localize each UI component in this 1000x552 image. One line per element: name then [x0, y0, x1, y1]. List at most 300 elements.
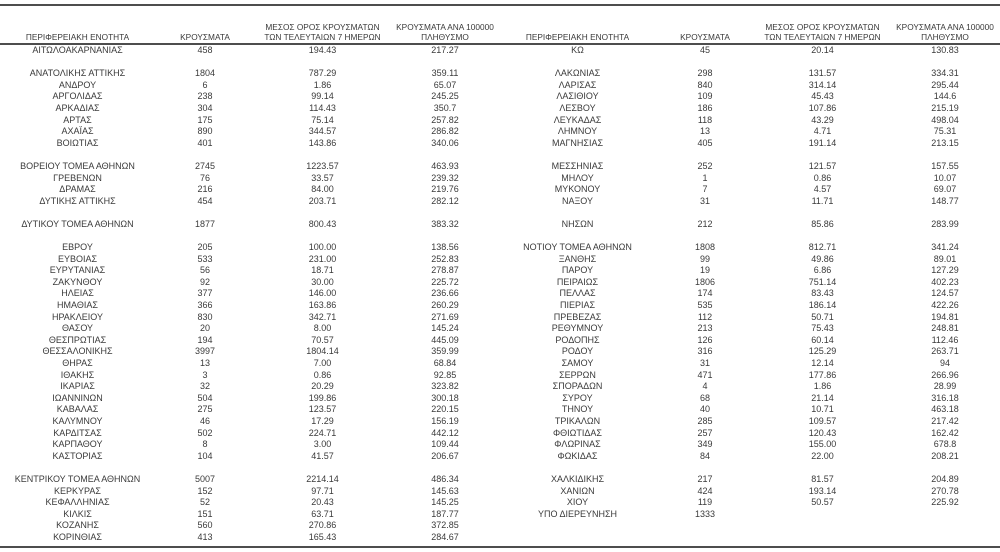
avg7day-cell: 41.57: [311, 450, 334, 461]
per100k-cell: 208.21: [931, 450, 959, 461]
region-cell: ΣΥΡΟΥ: [562, 392, 593, 403]
table-row: [0, 346, 500, 358]
table-row: [500, 358, 1000, 370]
table-row: [0, 486, 500, 498]
per100k-cell: 144.6: [933, 91, 957, 102]
region-cell: [500, 149, 655, 161]
table-row: [0, 532, 500, 544]
per100k-cell: 463.18: [931, 404, 959, 415]
avg7day-cell: 0.86: [313, 369, 332, 380]
avg7day-cell: 1.86: [813, 381, 832, 392]
per100k-cell: 130.83: [931, 45, 959, 55]
cases-cell: 2745: [194, 160, 216, 171]
avg7day-cell: 20.29: [311, 381, 334, 392]
region-cell: ΒΟΙΩΤΙΑΣ: [56, 137, 99, 148]
avg7day-cell: 177.86: [808, 369, 837, 380]
avg7day-cell: [755, 149, 890, 161]
cases-cell: 45: [699, 45, 710, 55]
avg7day-cell: 146.00: [308, 288, 337, 299]
per100k-cell: 445.09: [431, 334, 459, 345]
cases-cell: 84: [699, 450, 710, 461]
table-row: [0, 207, 500, 219]
avg7day-cell: 3.00: [313, 439, 332, 450]
table-row: [0, 520, 500, 532]
table-row: [500, 532, 1000, 544]
per100k-cell: [890, 520, 1000, 532]
region-cell: ΜΗΛΟΥ: [561, 172, 594, 183]
region-cell: ΤΡΙΚΑΛΩΝ: [554, 416, 601, 426]
per100k-cell: 10.07: [933, 172, 957, 183]
table-row: [0, 370, 500, 382]
region-cell: ΑΡΚΑΔΙΑΣ: [55, 102, 100, 113]
per100k-cell: [890, 57, 1000, 69]
per100k-cell: 341.24: [931, 242, 959, 253]
avg7day-cell: 20.43: [311, 497, 334, 508]
left-table-body: [0, 45, 500, 544]
cases-cell: [155, 231, 255, 243]
table-row: [0, 80, 500, 92]
cases-cell: 533: [197, 253, 213, 264]
per100k-cell: 194.81: [931, 311, 959, 322]
table-row: [0, 497, 500, 509]
cases-cell: 4: [702, 381, 708, 392]
table-row: [500, 126, 1000, 138]
column-header-per100k-line2: ΠΛΗΘΥΣΜΟ: [421, 31, 469, 42]
table-row: [0, 335, 500, 347]
table-row: [0, 312, 500, 324]
cases-cell: 13: [699, 126, 710, 137]
region-cell: [0, 207, 155, 219]
cases-cell: 19: [699, 265, 710, 276]
table-row: [500, 439, 1000, 451]
region-cell: [500, 462, 655, 474]
per100k-cell: 295.44: [931, 79, 959, 90]
avg7day-cell: 0.86: [813, 172, 832, 183]
table-row: [500, 312, 1000, 324]
region-cell: ΛΑΡΙΣΑΣ: [558, 79, 597, 90]
avg7day-cell: 125.29: [808, 346, 837, 357]
region-cell: ΜΑΓΝΗΣΙΑΣ: [551, 137, 604, 148]
column-header-cases-line1: ΚΡΟΥΣΜΑΤΑ: [180, 31, 230, 42]
right-table-body: [500, 45, 1000, 544]
avg7day-cell: 6.86: [813, 265, 832, 276]
avg7day-cell: 344.57: [308, 126, 337, 137]
avg7day-cell: 787.29: [308, 68, 337, 79]
region-cell: ΦΘΙΩΤΙΔΑΣ: [553, 427, 602, 438]
region-cell: [500, 520, 655, 532]
table-row: [0, 288, 500, 300]
region-cell: ΗΡΑΚΛΕΙΟΥ: [51, 311, 104, 322]
cases-cell: 3997: [194, 346, 216, 357]
table-row: [0, 451, 500, 463]
cases-cell: [655, 532, 755, 544]
table-row: [0, 149, 500, 161]
avg7day-cell: [755, 207, 890, 219]
per100k-cell: 138.56: [431, 242, 459, 253]
region-cell: ΠΙΕΡΙΑΣ: [559, 300, 596, 311]
column-header-cases: [655, 33, 755, 43]
cases-cell: [155, 462, 255, 474]
right-table: [500, 6, 1000, 544]
avg7day-cell: 194.43: [308, 45, 337, 55]
avg7day-cell: 121.57: [808, 160, 837, 171]
per100k-cell: 213.15: [931, 137, 959, 148]
table-row: [500, 346, 1000, 358]
table-row: [500, 91, 1000, 103]
avg7day-cell: 224.71: [308, 427, 337, 438]
table-row: [500, 393, 1000, 405]
column-header-avg7day: [255, 23, 390, 42]
avg7day-cell: [255, 207, 390, 219]
avg7day-cell: 81.57: [811, 473, 834, 484]
table-row: [0, 358, 500, 370]
region-cell: ΔΥΤΙΚΟΥ ΤΟΜΕΑ ΑΘΗΝΩΝ: [21, 218, 134, 229]
column-header-avg7day-line1: ΜΕΣΟΣ ΟΡΟΣ ΚΡΟΥΣΜΑΤΩΝ: [765, 22, 880, 32]
cases-cell: 56: [199, 265, 210, 276]
cases-cell: 840: [697, 79, 713, 90]
avg7day-cell: 18.71: [311, 265, 334, 276]
table-row: [0, 196, 500, 208]
region-cell: ΑΡΓΟΛΙΔΑΣ: [52, 91, 103, 102]
cases-cell: 118: [697, 114, 713, 125]
avg7day-cell: 60.14: [811, 334, 834, 345]
table-row: [500, 231, 1000, 243]
cases-cell: [655, 520, 755, 532]
table-row: [0, 509, 500, 521]
region-cell: ΧΑΛΚΙΔΙΚΗΣ: [550, 473, 605, 484]
cases-cell: 68: [699, 392, 710, 403]
per100k-cell: 463.93: [431, 160, 459, 171]
per100k-cell: [390, 57, 500, 69]
per100k-cell: 215.19: [931, 102, 959, 113]
table-row: [500, 462, 1000, 474]
per100k-cell: 300.18: [431, 392, 459, 403]
table-row: [0, 323, 500, 335]
per100k-cell: 109.44: [431, 439, 459, 450]
table-row: [500, 451, 1000, 463]
cases-cell: 424: [697, 485, 713, 496]
avg7day-cell: 50.71: [811, 311, 834, 322]
table-row: [0, 68, 500, 80]
per100k-cell: 359.11: [431, 68, 459, 79]
region-cell: ΑΧΑΪΑΣ: [61, 126, 94, 137]
avg7day-cell: 1223.57: [306, 160, 339, 171]
avg7day-cell: 751.14: [808, 276, 837, 287]
table-row: [500, 335, 1000, 347]
avg7day-cell: 85.86: [811, 218, 834, 229]
avg7day-cell: 342.71: [308, 311, 337, 322]
region-cell: ΚΑΡΠΑΘΟΥ: [52, 439, 103, 450]
cases-cell: 304: [197, 102, 213, 113]
cases-cell: 830: [197, 311, 213, 322]
cases-cell: 1333: [694, 508, 716, 519]
column-header-region-line1: ΠΕΡΙΦΕΡΕΙΑΚΗ ΕΝΟΤΗΤΑ: [525, 31, 630, 42]
table-row: [0, 115, 500, 127]
cases-cell: 560: [197, 520, 213, 531]
cases-cell: [155, 207, 255, 219]
avg7day-cell: 7.00: [313, 358, 332, 369]
cases-cell: 216: [197, 184, 213, 195]
avg7day-cell: 120.43: [808, 427, 837, 438]
region-cell: ΛΕΣΒΟΥ: [559, 102, 596, 113]
per100k-cell: 157.55: [931, 160, 959, 171]
column-header-per100k-line1: ΚΡΟΥΣΜΑΤΑ ΑΝΑ 100000: [396, 22, 494, 32]
avg7day-cell: 186.14: [808, 300, 837, 311]
cases-cell: 194: [197, 334, 213, 345]
region-cell: ΘΕΣΣΑΛΟΝΙΚΗΣ: [42, 346, 113, 357]
table-row: [500, 138, 1000, 150]
table-row: [0, 173, 500, 185]
region-cell: ΤΗΝΟΥ: [561, 404, 594, 415]
per100k-cell: 282.12: [431, 195, 459, 206]
region-cell: ΣΑΜΟΥ: [561, 358, 594, 369]
region-cell: ΛΗΜΝΟΥ: [557, 126, 598, 137]
per100k-cell: 359.99: [431, 346, 459, 357]
per100k-cell: 89.01: [933, 253, 957, 264]
region-cell: ΥΠΟ ΔΙΕΡΕΥΝΗΣΗ: [537, 508, 618, 519]
cases-cell: 238: [197, 91, 213, 102]
column-header-region: [500, 33, 655, 43]
table-row: [0, 91, 500, 103]
table-row: [500, 497, 1000, 509]
per100k-cell: 112.46: [931, 334, 959, 345]
region-cell: ΓΡΕΒΕΝΩΝ: [53, 172, 102, 183]
per100k-cell: 156.19: [431, 416, 459, 426]
table-row: [0, 126, 500, 138]
region-cell: ΔΥΤΙΚΗΣ ΑΤΤΙΚΗΣ: [39, 195, 116, 206]
region-cell: ΚΑΛΥΜΝΟΥ: [52, 416, 103, 426]
per100k-cell: 245.25: [431, 91, 459, 102]
cases-cell: 213: [697, 323, 713, 334]
region-cell: ΡΕΘΥΜΝΟΥ: [551, 323, 604, 334]
region-cell: ΑΝΑΤΟΛΙΚΗΣ ΑΤΤΙΚΗΣ: [29, 68, 126, 79]
per100k-cell: 263.71: [931, 346, 959, 357]
cases-cell: 151: [197, 508, 213, 519]
avg7day-cell: 17.29: [311, 416, 334, 426]
per100k-cell: 239.32: [431, 172, 459, 183]
tables-container: [0, 6, 1000, 544]
cases-cell: 285: [697, 416, 713, 426]
region-cell: ΗΛΕΙΑΣ: [61, 288, 94, 299]
per100k-cell: [390, 231, 500, 243]
cases-cell: 275: [197, 404, 213, 415]
avg7day-cell: 123.57: [308, 404, 337, 415]
per100k-cell: 219.76: [431, 184, 459, 195]
per100k-cell: 220.15: [431, 404, 459, 415]
avg7day-cell: 812.71: [808, 242, 837, 253]
per100k-cell: 350.7: [433, 102, 457, 113]
cases-cell: 92: [199, 276, 210, 287]
avg7day-cell: [255, 231, 390, 243]
per100k-cell: [890, 207, 1000, 219]
per100k-cell: 204.89: [931, 473, 959, 484]
cases-cell: 40: [699, 404, 710, 415]
per100k-cell: [390, 462, 500, 474]
right-table-header: [500, 6, 1000, 45]
region-cell: [500, 231, 655, 243]
avg7day-cell: 107.86: [808, 102, 837, 113]
per100k-cell: 316.18: [931, 392, 959, 403]
per100k-cell: 94: [939, 358, 950, 369]
region-cell: ΙΘΑΚΗΣ: [60, 369, 95, 380]
cases-cell: 1: [702, 172, 708, 183]
column-header-region-line1: ΠΕΡΙΦΕΡΕΙΑΚΗ ΕΝΟΤΗΤΑ: [25, 31, 130, 42]
region-cell: ΜΥΚΟΝΟΥ: [554, 184, 601, 195]
avg7day-cell: 314.14: [808, 79, 837, 90]
per100k-cell: 248.81: [931, 323, 959, 334]
avg7day-cell: 83.43: [811, 288, 834, 299]
avg7day-cell: 1.86: [313, 79, 332, 90]
cases-cell: 298: [697, 68, 713, 79]
region-cell: ΕΥΡΥΤΑΝΙΑΣ: [49, 265, 106, 276]
region-cell: ΡΟΔΟΠΗΣ: [555, 334, 600, 345]
column-header-avg7day-line2: ΤΩΝ ΤΕΛΕΥΤΑΙΩΝ 7 ΗΜΕΡΩΝ: [764, 31, 881, 42]
per100k-cell: 217.27: [431, 45, 459, 55]
avg7day-cell: 49.86: [811, 253, 834, 264]
region-cell: ΠΡΕΒΕΖΑΣ: [553, 311, 602, 322]
avg7day-cell: 2214.14: [306, 473, 339, 484]
table-row: [500, 173, 1000, 185]
cases-cell: 7: [702, 184, 708, 195]
cases-cell: [655, 231, 755, 243]
column-header-cases: [155, 33, 255, 43]
table-row: [0, 265, 500, 277]
cases-cell: 257: [697, 427, 713, 438]
table-row: [500, 486, 1000, 498]
table-row: [0, 242, 500, 254]
cases-cell: 349: [697, 439, 713, 450]
per100k-cell: 252.83: [431, 253, 459, 264]
table-row: [0, 57, 500, 69]
region-cell: ΛΑΚΩΝΙΑΣ: [554, 68, 601, 79]
per100k-cell: 372.85: [431, 520, 459, 531]
cases-cell: 5007: [194, 473, 216, 484]
cases-cell: 205: [197, 242, 213, 253]
region-cell: ΝΑΞΟΥ: [561, 195, 594, 206]
avg7day-cell: 191.14: [808, 137, 837, 148]
per100k-cell: 124.57: [931, 288, 959, 299]
cases-cell: 104: [197, 450, 213, 461]
avg7day-cell: 33.57: [311, 172, 334, 183]
per100k-cell: 266.96: [931, 369, 959, 380]
cases-cell: 454: [197, 195, 213, 206]
region-cell: ΠΑΡΟΥ: [561, 265, 594, 276]
table-row: [0, 277, 500, 289]
cases-cell: 3: [202, 369, 208, 380]
per100k-cell: 283.99: [931, 218, 959, 229]
per100k-cell: 486.34: [431, 473, 459, 484]
region-cell: ΚΕΡΚΥΡΑΣ: [54, 485, 101, 496]
region-cell: ΙΩΑΝΝΙΝΩΝ: [52, 392, 103, 403]
region-cell: ΣΕΡΡΩΝ: [559, 369, 596, 380]
table-row: [500, 161, 1000, 173]
column-header-per100k: [390, 23, 500, 42]
table-row: [500, 288, 1000, 300]
per100k-cell: [890, 149, 1000, 161]
cases-cell: 1808: [694, 242, 716, 253]
cases-cell: 405: [697, 137, 713, 148]
table-row: [0, 300, 500, 312]
region-cell: ΙΚΑΡΙΑΣ: [60, 381, 95, 392]
per100k-cell: 206.67: [431, 450, 459, 461]
column-header-cases-line1: ΚΡΟΥΣΜΑΤΑ: [680, 31, 730, 42]
table-row: [500, 404, 1000, 416]
table-row: [500, 300, 1000, 312]
cases-cell: [155, 57, 255, 69]
table-row: [500, 196, 1000, 208]
cases-cell: 471: [697, 369, 713, 380]
table-row: [500, 115, 1000, 127]
avg7day-cell: 800.43: [308, 218, 337, 229]
column-header-per100k: [890, 23, 1000, 42]
per100k-cell: 278.87: [431, 265, 459, 276]
table-row: [500, 265, 1000, 277]
per100k-cell: [890, 532, 1000, 544]
avg7day-cell: [255, 149, 390, 161]
avg7day-cell: 4.71: [813, 126, 832, 137]
region-cell: ΒΟΡΕΙΟΥ ΤΟΜΕΑ ΑΘΗΝΩΝ: [20, 160, 135, 171]
table-row: [500, 323, 1000, 335]
avg7day-cell: 203.71: [308, 195, 337, 206]
region-cell: ΕΒΡΟΥ: [62, 242, 93, 253]
per100k-cell: 92.85: [433, 369, 457, 380]
region-cell: ΚΑΒΑΛΑΣ: [56, 404, 99, 415]
table-row: [0, 161, 500, 173]
cases-cell: 109: [697, 91, 713, 102]
per100k-cell: 340.06: [431, 137, 459, 148]
table-row: [500, 80, 1000, 92]
table-row: [500, 277, 1000, 289]
avg7day-cell: 50.57: [811, 497, 834, 508]
cases-cell: 175: [197, 114, 213, 125]
cases-cell: 413: [197, 531, 213, 542]
avg7day-cell: 84.00: [311, 184, 334, 195]
table-row: [500, 509, 1000, 521]
cases-cell: 366: [197, 300, 213, 311]
per100k-cell: 145.25: [431, 497, 459, 508]
region-cell: ΛΑΣΙΘΙΟΥ: [556, 91, 599, 102]
avg7day-cell: 11.71: [811, 195, 834, 206]
cases-cell: 217: [697, 473, 713, 484]
region-cell: ΚΟΡΙΝΘΙΑΣ: [53, 531, 102, 542]
per100k-cell: 145.63: [431, 485, 459, 496]
cases-cell: 20: [199, 323, 210, 334]
table-row: [0, 219, 500, 231]
table-row: [500, 416, 1000, 428]
table-row: [500, 474, 1000, 486]
avg7day-cell: 131.57: [808, 68, 837, 79]
region-cell: [0, 462, 155, 474]
region-cell: ΗΜΑΘΙΑΣ: [57, 300, 98, 311]
avg7day-cell: 8.00: [313, 323, 332, 334]
avg7day-cell: [255, 57, 390, 69]
table-row: [500, 207, 1000, 219]
avg7day-cell: [755, 231, 890, 243]
avg7day-cell: 100.00: [308, 242, 337, 253]
region-cell: ΑΡΤΑΣ: [63, 114, 92, 125]
per100k-cell: 442.12: [431, 427, 459, 438]
cases-cell: [655, 57, 755, 69]
per100k-cell: 65.07: [433, 79, 457, 90]
region-cell: ΚΑΡΔΙΤΣΑΣ: [53, 427, 102, 438]
region-cell: ΚΕΦΑΛΛΗΝΙΑΣ: [45, 497, 110, 508]
per100k-cell: 260.29: [431, 300, 459, 311]
table-row: [500, 381, 1000, 393]
cases-cell: 502: [197, 427, 213, 438]
per100k-cell: 145.24: [431, 323, 459, 334]
table-row: [500, 370, 1000, 382]
table-row: [0, 381, 500, 393]
